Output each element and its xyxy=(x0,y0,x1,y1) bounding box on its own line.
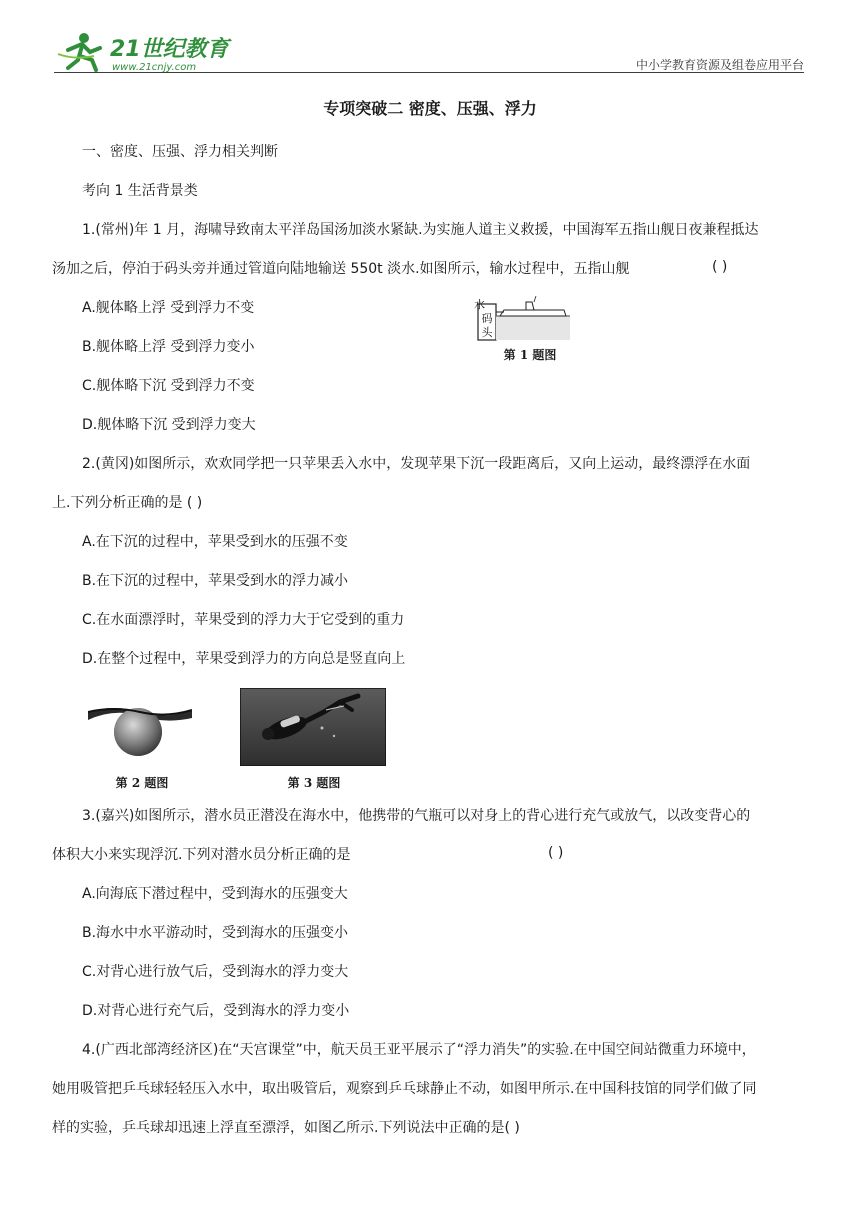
question-2-option-b: B.在下沉的过程中，苹果受到水的浮力减小 xyxy=(82,573,349,589)
question-3-line-2: 体积大小来实现浮沉.下列对潜水员分析正确的是 xyxy=(52,847,351,863)
question-1-option-a: A.舰体略上浮 受到浮力不变 xyxy=(82,300,255,316)
question-4-line-3: 样的实验，乒乓球却迅速上浮直至漂浮，如图乙所示.下列说法中正确的是( ) xyxy=(52,1120,520,1136)
svg-text:www.21cnjy.com: www.21cnjy.com xyxy=(112,62,197,72)
question-2-option-d: D.在整个过程中，苹果受到浮力的方向总是竖直向上 xyxy=(82,651,406,667)
figure-label-water: 水 xyxy=(474,298,485,311)
figure-label-pier-2: 头 xyxy=(481,326,493,339)
apple-in-water-figure xyxy=(88,698,192,760)
subsection-heading: 考向 1 生活背景类 xyxy=(82,183,198,199)
question-3-line-1: 3.(嘉兴)如图所示，潜水员正潜没在海水中，他携带的气瓶可以对身上的背心进行充气或放气，以改变背心的 xyxy=(82,808,751,824)
question-1-option-c: C.舰体略下沉 受到浮力不变 xyxy=(82,378,255,394)
header-divider xyxy=(54,72,804,73)
question-2-line-2: 上.下列分析正确的是 ( ) xyxy=(52,495,203,511)
question-3-option-a: A.向海底下潜过程中，受到海水的压强变大 xyxy=(82,886,348,902)
question-1-option-d: D.舰体略下沉 受到浮力变大 xyxy=(82,417,256,433)
question-2-option-c: C.在水面漂浮时，苹果受到的浮力大于它受到的重力 xyxy=(82,612,405,628)
figure-label-pier-1: 码 xyxy=(481,312,493,325)
question-1-line-1: 1.(常州)年 1 月，海啸导致南太平洋岛国汤加淡水紧缺.为实施人道主义救援，中国海军五指山舰日夜兼程抵达 xyxy=(82,222,759,238)
section-heading: 一、密度、压强、浮力相关判断 xyxy=(82,144,278,160)
figure-1-caption: 第 1 题图 xyxy=(503,348,557,362)
question-4-line-2: 她用吸管把乒乓球轻轻压入水中，取出吸管后，观察到乒乓球静止不动，如图甲所示.在中国科技馆的同学们做了同 xyxy=(52,1081,757,1097)
answer-bracket: ( ) xyxy=(548,845,564,861)
question-1-option-b: B.舰体略上浮 受到浮力变小 xyxy=(82,339,255,355)
question-4-line-1: 4.(广西北部湾经济区)在“天宫课堂”中，航天员王亚平展示了“浮力消失”的实验.在中国空间站微重力环境中， xyxy=(82,1042,756,1058)
question-3-option-b: B.海水中水平游动时，受到海水的压强变小 xyxy=(82,925,349,941)
question-2-option-a: A.在下沉的过程中，苹果受到水的压强不变 xyxy=(82,534,348,550)
question-2-line-1: 2.(黄冈)如图所示，欢欢同学把一只苹果丢入水中，发现苹果下沉一段距离后，又向上运动，最终漂浮在水面 xyxy=(82,456,751,472)
question-3-option-d: D.对背心进行充气后，受到海水的浮力变小 xyxy=(82,1003,350,1019)
figure-2-caption: 第 2 题图 xyxy=(115,776,169,790)
page-header xyxy=(54,30,804,74)
svg-text:21世纪教育: 21世纪教育 xyxy=(110,37,229,62)
figure-3-caption: 第 3 题图 xyxy=(287,776,341,790)
diver-figure xyxy=(240,688,386,766)
logo-icon xyxy=(54,30,284,72)
platform-name: 中小学教育资源及组卷应用平台 xyxy=(635,58,804,72)
question-1-line-2: 汤加之后，停泊于码头旁并通过管道向陆地输送 550t 淡水.如图所示，输水过程中，五指山舰 xyxy=(52,261,630,277)
answer-bracket: ( ) xyxy=(712,259,728,275)
question-3-option-c: C.对背心进行放气后，受到海水的浮力变大 xyxy=(82,964,349,980)
page-title: 专项突破二 密度、压强、浮力 xyxy=(323,99,537,118)
